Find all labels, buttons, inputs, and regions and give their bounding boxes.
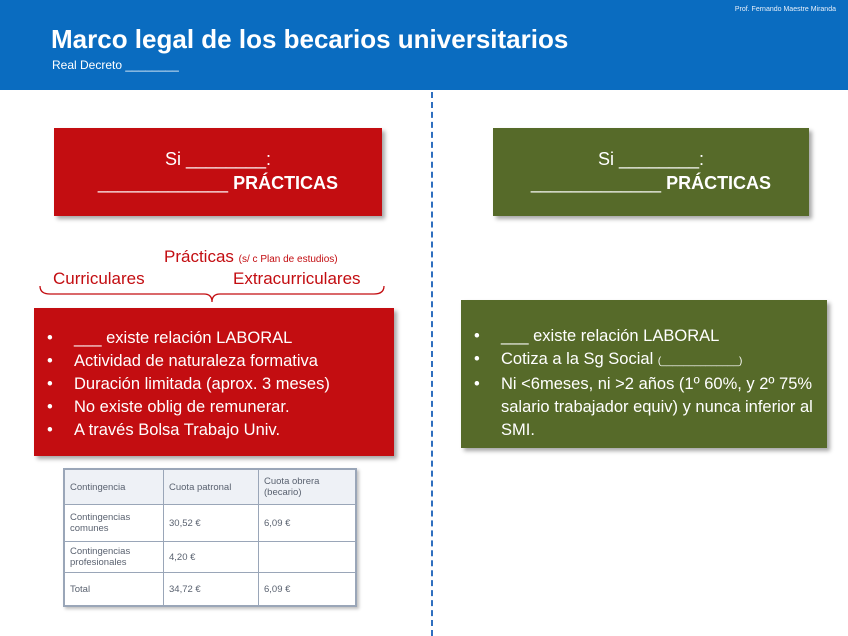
right-bullet: • Ni <6meses, ni >2 años (1º 60%, y 2º 75% salario trabajador equiv) y nunca inferior al SMI. — [461, 373, 827, 442]
table-row — [64, 542, 356, 573]
slide-title: Marco legal de los becarios universitarios — [51, 24, 569, 54]
left-heading-box — [54, 128, 382, 216]
right-heading-line2 — [493, 171, 809, 195]
table-header-row — [64, 469, 356, 505]
table-cell: 34,72 € — [164, 573, 259, 607]
table-header-cell: Cuota obrera (becario) — [259, 469, 357, 505]
left-bullet: • Actividad de naturaleza formativa — [34, 350, 394, 373]
left-bullet: • ___ existe relación LABORAL — [34, 327, 394, 350]
practicas-label — [164, 247, 338, 267]
right-bullet: • ___ existe relación LABORAL — [461, 325, 827, 348]
author-label: Prof. Fernando Maestre Miranda — [734, 6, 836, 13]
table-cell: Contingencias comunes — [64, 505, 164, 542]
left-bullet: • Duración limitada (aprox. 3 meses) — [34, 373, 394, 396]
left-heading-line1: Si ________: — [164, 149, 272, 169]
slide-header — [0, 0, 848, 90]
extracurriculares-label: Extracurriculares — [233, 269, 361, 288]
table-row — [64, 573, 356, 607]
table-cell: 30,52 € — [164, 505, 259, 542]
practicas-note: (s/ c Plan de estudios) — [238, 254, 338, 265]
table-header-cell: Cuota patronal — [164, 469, 259, 505]
practicas-title: Prácticas — [164, 247, 234, 266]
table-header-cell: Contingencia — [64, 469, 164, 505]
left-bullet: • A través Bolsa Trabajo Univ. — [34, 419, 394, 442]
right-heading-line1: Si ________: — [597, 149, 705, 169]
table-row — [64, 505, 356, 542]
right-heading-box — [493, 128, 809, 216]
left-heading-line2 — [54, 171, 382, 195]
left-bullet-list — [34, 327, 394, 442]
table-cell: 6,09 € — [259, 573, 357, 607]
table-cell: Contingencias profesionales — [64, 542, 164, 573]
left-bullets-box — [34, 308, 394, 456]
curriculares-label: Curriculares — [53, 269, 145, 288]
table-cell: 4,20 € — [164, 542, 259, 573]
left-heading-blank: _____________ — [97, 173, 229, 193]
column-divider — [431, 92, 433, 636]
cotizacion-table — [63, 468, 357, 607]
slide-subtitle: Real Decreto ________ — [52, 58, 179, 72]
right-bullet-text: Cotiza a la Sg Social — [501, 350, 654, 368]
brace-shape — [38, 284, 386, 304]
right-heading-blank: _____________ — [530, 173, 662, 193]
left-heading-bold: PRÁCTICAS — [233, 173, 339, 193]
right-heading-bold: PRÁCTICAS — [666, 173, 772, 193]
table-cell — [259, 542, 357, 573]
table-cell: Total — [64, 573, 164, 607]
right-bullet-list — [461, 325, 827, 442]
right-bullet — [461, 348, 827, 373]
right-bullets-box — [461, 300, 827, 448]
right-bullet-note: (______________) — [657, 356, 743, 367]
left-bullet: • No existe oblig de remunerar. — [34, 396, 394, 419]
table-cell: 6,09 € — [259, 505, 357, 542]
